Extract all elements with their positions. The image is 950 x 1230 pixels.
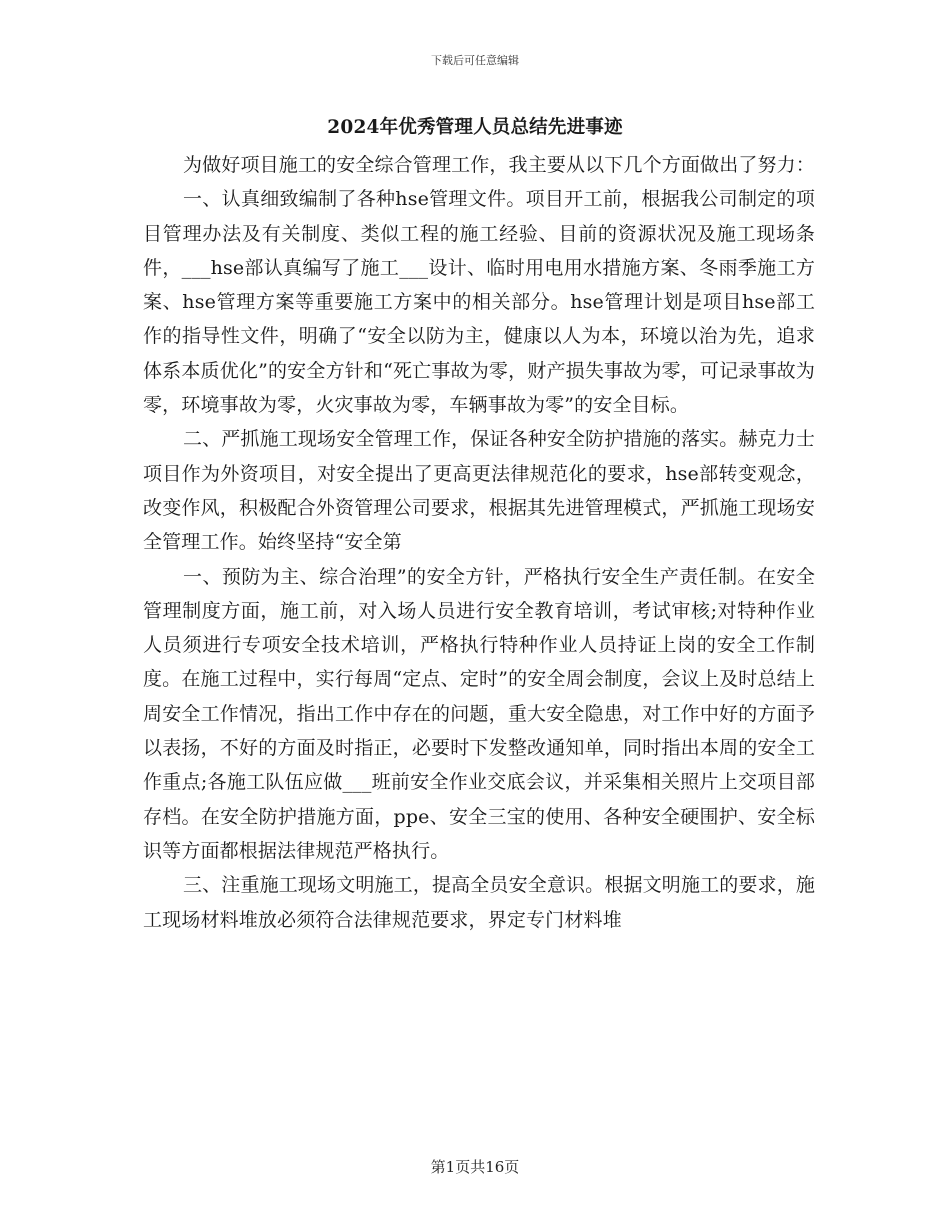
paragraph-section-2-continued: 一、预防为主、综合治理”的安全方针，严格执行安全生产责任制。在安全管理制度方面，施工前，对入场人员进行安全教育培训，考试审核;对特种作业人员须进行专项安全技术培训，严格执行特种作业人员持证上岗的安全工作制度。在施工过程中，实行每周“定点、定时”的安全周会制度，会议上及时总结上周安全工作情况，指出工作中存在的问题，重大安全隐患，对工作中好的方面予以表扬，不好的方面及时指正，必要时下发整改通知单，同时指出本周的安全工作重点;各施工队伍应做___班前安全作业交底会议，并采集相关照片上交项目部存档。在安全防护措施方面，ppe、安全三宝的使用、各种安全硬围护、安全标识等方面都根据法律规范严格执行。 (143, 565, 815, 862)
paragraph-intro: 为做好项目施工的安全综合管理工作，我主要从以下几个方面做出了努力： (183, 154, 815, 176)
paragraph-section-3: 三、注重施工现场文明施工，提高全员安全意识。根据文明施工的要求，施工现场材料堆放必须符合法律规范要求，界定专门材料堆 (143, 874, 815, 931)
paragraph-section-2: 二、严抓施工现场安全管理工作，保证各种安全防护措施的落实。赫克力士项目作为外资项目，对安全提出了更高更法律规范化的要求，hse部转变观念，改变作风，积极配合外资管理公司要求，根据其先进管理模式，严抓施工现场安全管理工作。始终坚持“安全第 (143, 428, 815, 554)
page-number-footer: 第1页共16页 (430, 1158, 520, 1176)
document-body (143, 148, 815, 937)
paragraph-section-1: 一、认真细致编制了各种hse管理文件。项目开工前，根据我公司制定的项目管理办法及有关制度、类似工程的施工经验、目前的资源状况及施工现场条件，___hse部认真编写了施工___设计、临时用电用水措施方案、冬雨季施工方案、hse管理方案等重要施工方案中的相关部分。hse管理计划是项目hse部工作的指导性文件，明确了“安全以防为主，健康以人为本，环境以治为先，追求体系本质优化”的安全方针和“死亡事故为零，财产损失事故为零，可记录事故为零，环境事故为零，火灾事故为零，车辆事故为零”的安全目标。 (143, 188, 815, 417)
document-title: 2024年优秀管理人员总结先进事迹 (327, 117, 623, 138)
page-header-note: 下载后可任意编辑 (431, 54, 519, 67)
